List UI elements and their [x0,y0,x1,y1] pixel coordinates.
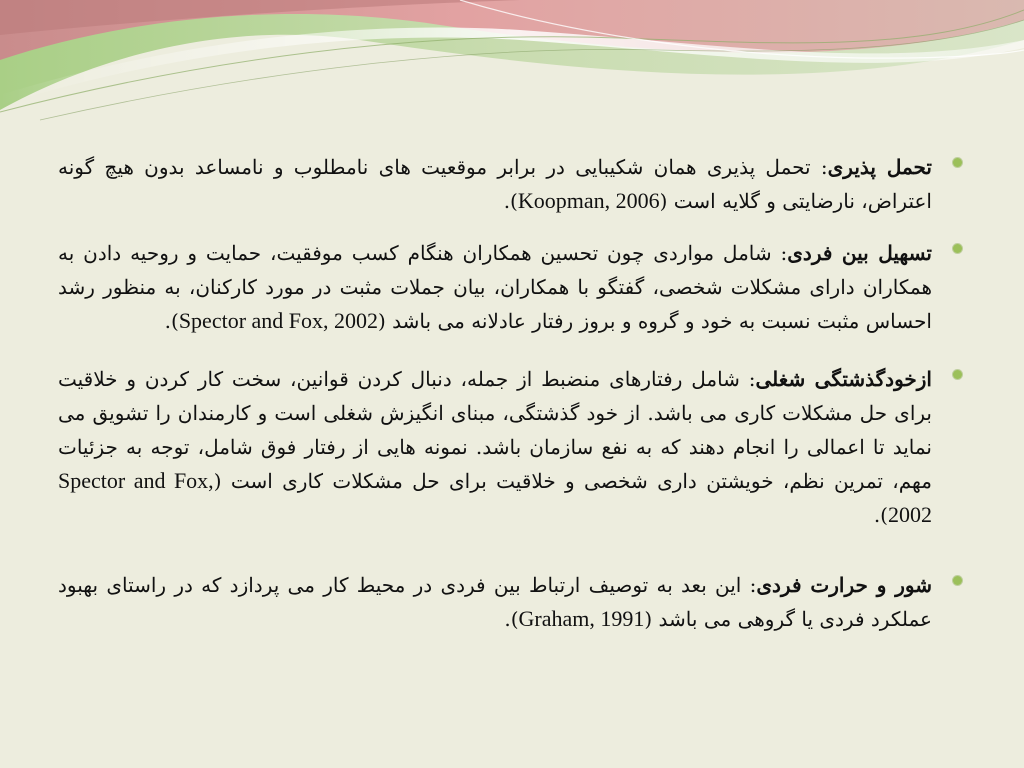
item-citation: Spector and Fox, 2002 [58,468,932,527]
item-text: این بعد به توصیف ارتباط بین فردی در محیط کار می پردازد که در راستای بهبود عملکرد فردی یا گروهی می باشد ( [58,573,932,631]
item-separator: : [771,241,788,265]
item-separator: : [739,367,756,391]
bullet-list [58,150,966,636]
item-end: ). [504,607,519,631]
bullet-item-personal-enthusiasm [58,568,966,636]
item-end: ). [873,503,888,527]
bullet-icon [953,576,962,585]
item-citation: Koopman, 2006 [517,188,660,213]
bullet-icon [953,158,962,167]
bullet-item-interpersonal-facilitation [58,236,966,338]
item-separator: : [741,573,757,597]
item-citation: Spector and Fox, 2002 [178,308,379,333]
item-term: ازخودگذشتگی شغلی [755,367,932,391]
item-term: تحمل پذیری [827,155,933,179]
item-end: ). [503,189,518,213]
bullet-item-job-dedication [58,362,966,532]
item-term: شور و حرارت فردی [756,573,932,597]
bullet-icon [953,370,962,379]
item-end: ). [164,309,179,333]
bullet-item-tolerance [58,150,966,218]
item-term: تسهیل بین فردی [787,241,932,265]
item-citation: Graham, 1991 [518,606,645,631]
bullet-icon [953,244,962,253]
item-text: شامل رفتارهای منضبط از جمله، دنبال کردن قوانین، سخت کار کردن و خلاقیت برای حل مشکلات کاری می باشد. از خود گذشتگی، مبنای انگیزش شغلی است و کارمندان را تشویق می نماید تا اعمالی را انجام دهند که به نفع سازمان باشد. نمونه هایی از رفتار فوق شامل، توجه به جزئیات مهم، تمرین نظم، خویشتن داری شخصی و خلاقیت برای حل مشکلات کاری است ( [58,367,932,493]
header-wave-decoration [0,0,1024,130]
item-separator: : [810,155,828,179]
item-text: شامل مواردی چون تحسین همکاران هنگام کسب موفقیت، حمایت و روحیه دادن به همکاران دارای مشکلات شخصی، گفتگو با همکاران، بیان جملات مثبت در مورد کارکنان، به منظور رشد احساس مثبت نسبت به خود و گروه و بروز رفتار عادلانه می باشد ( [58,241,932,333]
item-text: تحمل پذیری همان شکیبایی در برابر موقعیت های نامطلوب و نامساعد بدون هیچ گونه اعتراض، نارضایتی و گلایه است ( [58,155,932,213]
